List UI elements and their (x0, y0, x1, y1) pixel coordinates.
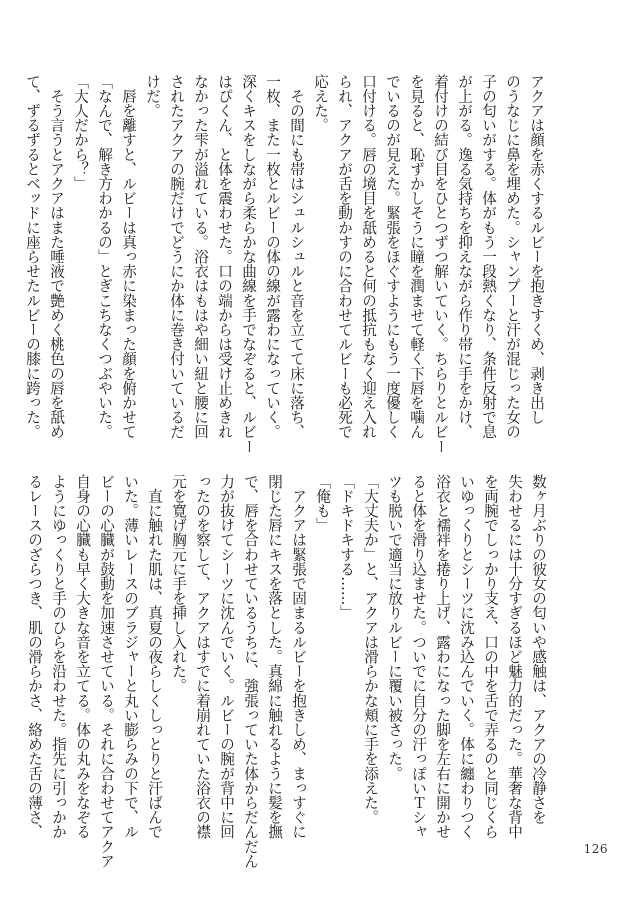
text-column: 唇を離すと、ルビーは真っ赤に染まった顔を俯かせて (120, 74, 137, 439)
text-column: て、ずるずるとベッドに座らせたルビーの膝に跨った。 (24, 74, 41, 439)
text-column: アクアは緊張で固まるルビーを抱きしめ、まっすぐに (290, 474, 307, 839)
text-column: アクアは顔を赤くするルビーを抱きすくめ、剥き出し (528, 74, 545, 425)
text-column: を両腕でしっかり支え、口の中を舌で弄るのと同じくら (482, 474, 499, 839)
text-column: けだ。 (144, 74, 161, 118)
text-column: 子の匂いがする。体がもう一段熱くなり、条件反射で息 (480, 74, 497, 439)
text-column: ツも脱いで適当に放りルビーに覆い被さった。 (386, 474, 403, 781)
text-column: 「大人だから？」 (72, 74, 89, 191)
text-column: 直に触れた肌は、真夏の夜らしくしっとりと汗ばんで (146, 474, 163, 839)
text-column: 元を寛げ胸元に手を挿し入れた。 (170, 474, 187, 693)
text-column: 一枚、また一枚とルビーの体の線が露わになっていく。 (264, 74, 281, 439)
text-column: を見ると、恥ずかしそうに瞳を潤ませて軽く下唇を噛ん (408, 74, 425, 439)
text-column: 「なんで、解き方わかるの」とぎこちなくつぶやいた。 (96, 74, 113, 439)
text-column: ようにゆっくりと手のひらを沿わせた。指先に引っかか (50, 474, 67, 839)
text-column: 失わせるには十分すぎるほど魅力的だった。華奢な背中 (506, 474, 523, 839)
text-column: られ、アクアが舌を動かすのに合わせてルビーも必死で (336, 74, 353, 439)
text-column: 着付けの結び目をひとつずつ解いていく。ちらりとルビー (432, 74, 449, 454)
text-column: その間にも帯はシュルシュルと音を立てて床に落ち、 (288, 74, 305, 439)
text-column: 「大丈夫か」と、アクアは滑らかな頬に手を添えた。 (362, 474, 379, 825)
upper-text-block (24, 74, 548, 454)
text-column: 口付ける。唇の境目を舐めると何の抵抗もなく迎え入れ (360, 74, 377, 439)
text-column: 力が抜けてシーツに沈んでいく。ルビーの腕が背中に回 (218, 474, 235, 839)
text-column: ビーの心臓が鼓動を加速させている。それに合わせてアクア (98, 474, 115, 869)
text-column: が上がる。逸る気持ちを抑えながら作り帯に手をかけ、 (456, 74, 473, 439)
text-column: いゆっくりとシーツに沈み込んでいく。体に纏わりつく (458, 474, 475, 839)
page-number: 126 (583, 842, 608, 856)
text-column: 数ヶ月ぶりの彼女の匂いや感触は、アクアの冷静さを (530, 474, 547, 825)
text-column: でいるのが見えた。緊張をほぐすようにもう一度優しく (384, 74, 401, 439)
text-column: るレースのざらつき、肌の滑らかさ、絡めた舌の薄さ、 (26, 474, 43, 839)
text-column: 「俺も」 (314, 474, 331, 533)
text-column: ると体を滑り込ませた。ついでに自分の汗っぽいＴシャ (410, 474, 427, 839)
text-column: ったのを察して、アクアはすでに着崩れていた浴衣の襟 (194, 474, 211, 839)
text-column: のうなじに鼻を埋めた。シャンプーと汗が混じった女の (504, 74, 521, 439)
text-column: 応えた。 (312, 74, 329, 133)
text-column: いた。薄いレースのブラジャーと丸い膨らみの下で、ル (122, 474, 139, 839)
text-column: 「ドキドキする……」 (338, 474, 355, 620)
text-column: 閉じた唇にキスを落とした。真綿に触れるように髪を撫 (266, 474, 283, 839)
text-column: そう言うとアクアはまた唾液で艶めく桃色の唇を舐め (48, 74, 65, 439)
text-column: 深くキスをしながら柔らかな曲線を手でなぞると、ルビー (240, 74, 257, 454)
text-column: なかった雫が溢れている。浴衣はもはや細い紐と腰に回 (192, 74, 209, 439)
text-column: 浴衣と襦袢を捲り上げ、露わになった脚を左右に開かせ (434, 474, 451, 839)
text-column: 自身の心臓も早く大きな音を立てる。体の丸みをなぞる (74, 474, 91, 839)
text-column: されたアクアの腕だけでどうにか体に巻き付いているだ (168, 74, 185, 439)
lower-text-block (26, 474, 550, 869)
text-column: で、唇を合わせているうちに、強張っていた体からだんだん (242, 474, 259, 869)
text-column: はぴくん、と体を震わせた。口の端からは受け止めきれ (216, 74, 233, 439)
